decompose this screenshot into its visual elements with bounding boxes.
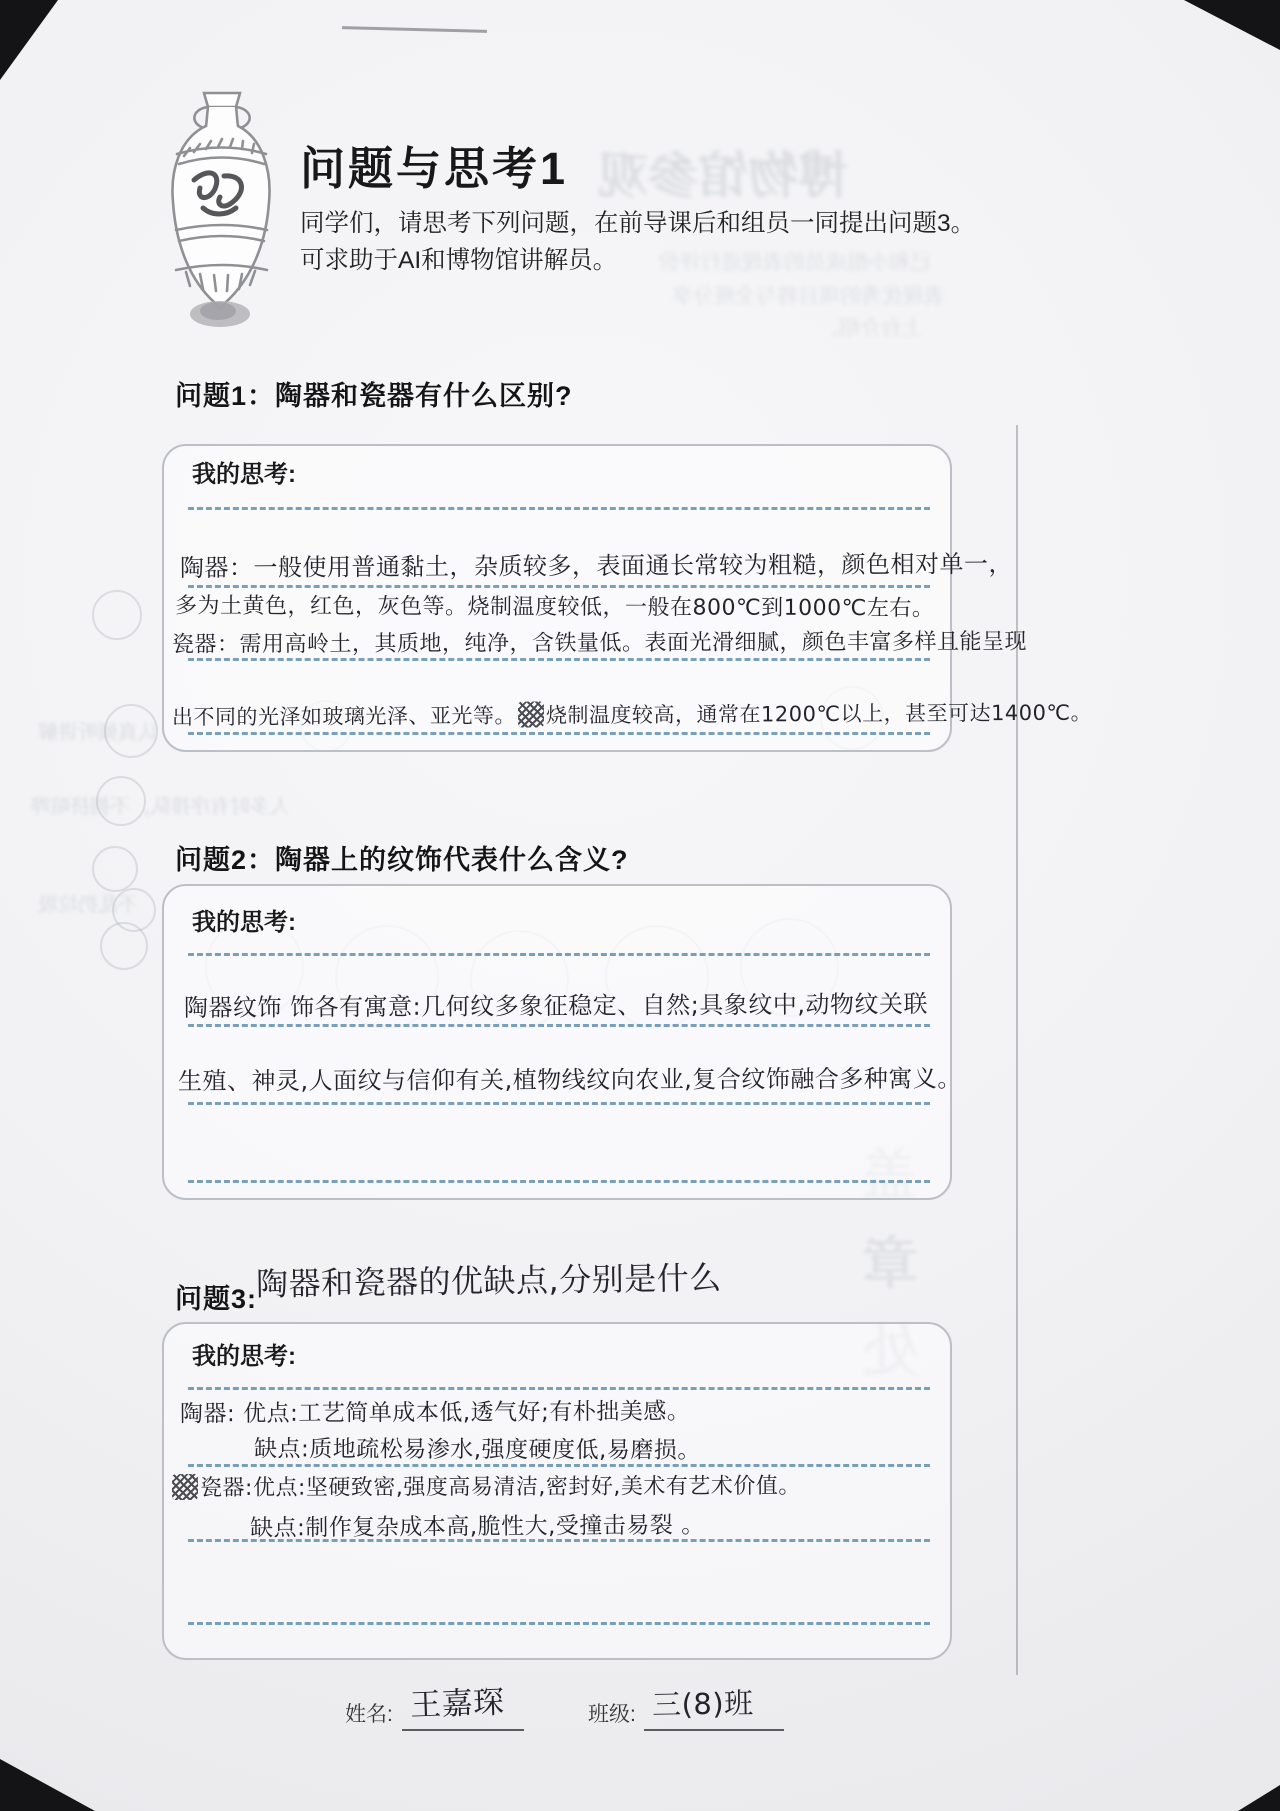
handwritten-answer-line: 陶器: 优点:工艺简单成本低,透气好;有朴拙美感。	[179, 1398, 691, 1428]
question-2-label: 问题2：陶器上的纹饰代表什么含义?	[175, 845, 629, 875]
bleedthrough-line: 已和小组成员的表现进行评价	[658, 251, 931, 274]
bleedthrough-margin-snippet: 人多时有序排队，不拥挤喧哗	[30, 796, 290, 818]
bleedthrough-margin-snippet: 不乱扔垃圾	[38, 894, 138, 916]
crossed-out-character	[172, 1474, 198, 1500]
stray-pen-mark	[342, 26, 487, 33]
ruled-line	[188, 1464, 930, 1467]
bleedthrough-margin-snippet: 认真倾听讲解	[38, 722, 158, 744]
scan-corner-bottom-left	[0, 1759, 95, 1811]
bleedthrough-circle	[104, 704, 158, 758]
ruled-line	[188, 658, 930, 661]
handwritten-answer-line: 生殖、神灵,人面纹与信仰有关,植物线纹向农业,复合纹饰融合多种寓义。	[177, 1064, 962, 1096]
bleedthrough-circle	[92, 590, 142, 640]
ruled-line	[188, 953, 930, 956]
scan-corner-top-right	[1184, 0, 1280, 50]
name-underline	[402, 1729, 524, 1731]
crossed-out-character	[518, 701, 544, 727]
bleedthrough-line: 上台介绍。	[818, 317, 923, 340]
scan-corner-bottom-right	[1238, 1785, 1280, 1811]
handwritten-answer-line: 陶器：一般使用普通黏土，杂质较多，表面通长常较为粗糙，颜色相对单一，	[179, 549, 1014, 583]
class-underline	[644, 1729, 784, 1731]
handwritten-answer-line: 陶器纹饰 饰各有寓意:几何纹多象征稳定、自然;具象纹中,动物纹关联	[183, 990, 929, 1022]
handwritten-segment: 烧制温度较高，通常在1200℃以上，甚至可达1400℃。	[545, 700, 1093, 728]
handwritten-answer-line: 缺点:质地疏松易渗水,强度硬度低,易磨损。	[253, 1436, 701, 1464]
intro-text: 同学们，请思考下列问题，在前导课后和组员一同提出问题3。可求助于AI和博物馆讲解员。	[300, 210, 976, 274]
question-3-label: 问题3:	[175, 1284, 258, 1314]
page-fold-line	[1016, 425, 1018, 1675]
ruled-line	[188, 585, 930, 588]
scan-corner-top-left	[0, 0, 58, 80]
question-3-handwritten-title: 陶器和瓷器的优缺点,分别是什么	[255, 1258, 722, 1304]
ruled-line	[188, 1024, 930, 1027]
bleedthrough-circle	[100, 922, 148, 970]
painted-pottery-vase-icon	[156, 80, 288, 328]
answer-box-2	[162, 884, 962, 1200]
name-label: 姓名:	[345, 1703, 393, 1726]
bleedthrough-line: 表现优秀的项目将与全班分享	[672, 285, 945, 308]
handwritten-segment: 瓷器:优点:坚硬致密,强度高易清洁,密封好,美术有艺术价值。	[199, 1473, 801, 1501]
ruled-line	[188, 1180, 930, 1183]
bleedthrough-circle	[96, 776, 146, 826]
class-label: 班级:	[588, 1703, 636, 1726]
answer-box-2-title: 我的思考:	[192, 909, 296, 936]
answer-box-3	[162, 1322, 952, 1660]
bleedthrough-title-echo: 博物馆参观	[598, 148, 848, 204]
ruled-line	[188, 1102, 930, 1105]
name-handwritten-value: 王嘉琛	[409, 1684, 506, 1724]
answer-box-1	[162, 444, 1093, 752]
handwritten-answer-line: 缺点:制作复杂成本高,脆性大,受撞击易裂 。	[249, 1512, 705, 1542]
ruled-line	[188, 1622, 930, 1625]
handwritten-answer-line	[170, 1469, 801, 1502]
ruled-line	[188, 732, 930, 735]
handwritten-segment: 出不同的光泽如玻璃光泽、亚光等。	[171, 703, 517, 730]
handwritten-answer-line: 瓷器：需用高岭土，其质地，纯净，含铁量低。表面光滑细腻，颜色丰富多样且能呈现	[171, 629, 1028, 658]
ruled-line	[188, 507, 930, 510]
class-handwritten-value: 三(8)班	[651, 1686, 754, 1722]
bleedthrough-stamp-char: 章	[862, 1232, 918, 1295]
ruled-line	[188, 1387, 930, 1390]
bleedthrough-circle	[92, 846, 138, 892]
answer-box-1-title: 我的思考:	[192, 461, 296, 488]
handwritten-answer-line	[172, 697, 1092, 732]
question-1-label: 问题1：陶器和瓷器有什么区别?	[175, 381, 573, 411]
handwritten-answer-line: 多为土黄色，红色，灰色等。烧制温度较低，一般在800℃到1000℃左右。	[174, 593, 935, 622]
answer-box-3-title: 我的思考:	[192, 1343, 296, 1370]
page-title: 问题与思考1	[300, 143, 569, 194]
